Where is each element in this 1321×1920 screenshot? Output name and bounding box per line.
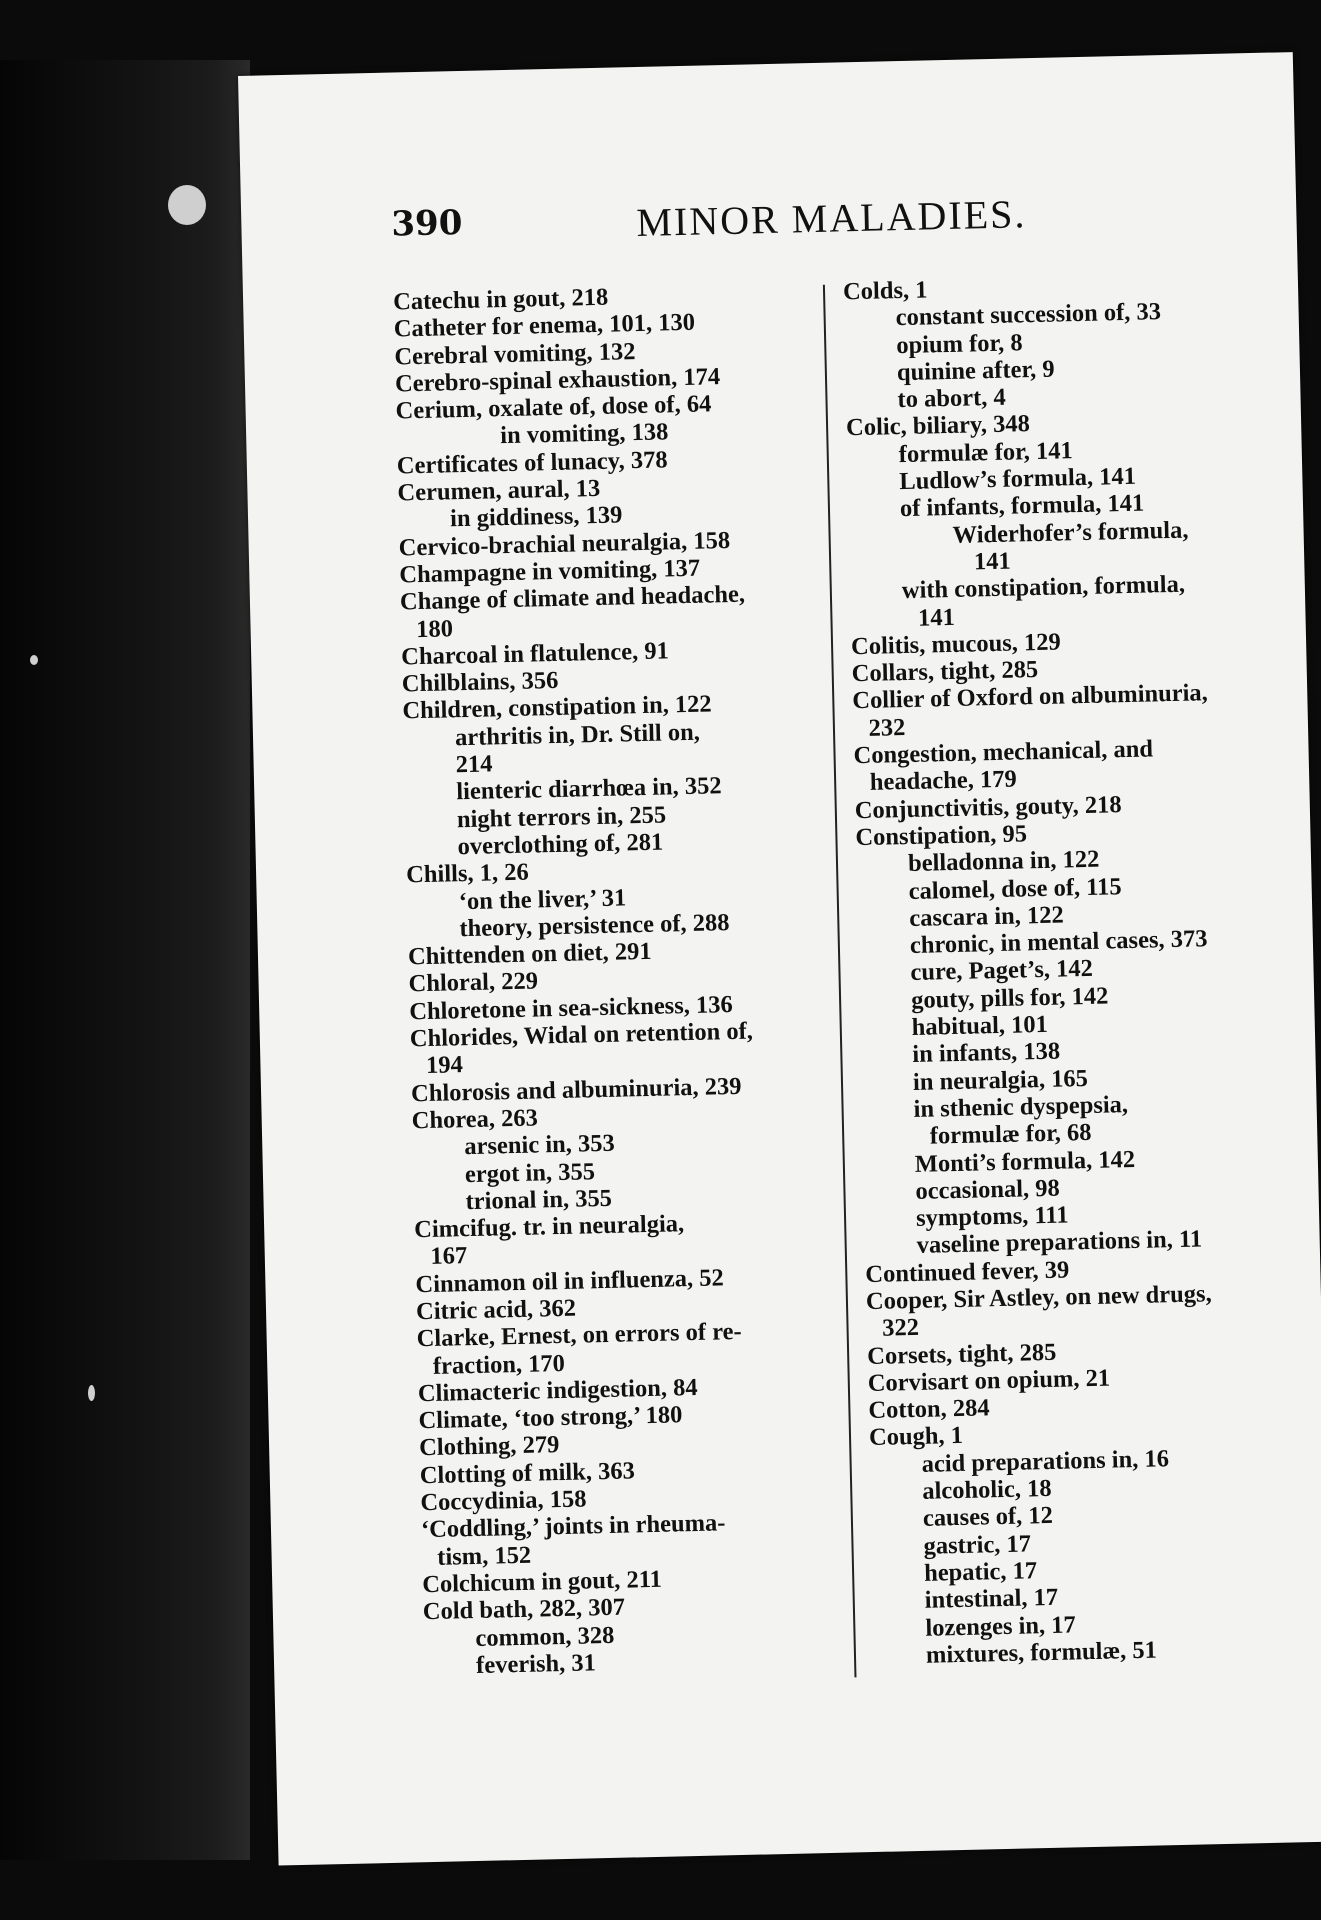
index-entry: Ludlow’s formula, 141	[899, 462, 1137, 496]
index-entry: formulæ for, 68	[929, 1119, 1092, 1150]
index-column-right	[843, 269, 1294, 1670]
index-entry: Climacteric indigestion, 84	[417, 1373, 698, 1408]
index-entry: intestinal, 17	[924, 1584, 1059, 1615]
index-entry: Cinnamon oil in influenza, 52	[415, 1263, 725, 1298]
scan-speck	[88, 1385, 95, 1401]
page-header	[391, 189, 1092, 255]
index-entry: Chlorosis and albuminuria, 239	[410, 1072, 742, 1107]
index-entry: Charcoal in flatulence, 91	[400, 637, 670, 671]
index-entry: Cotton, 284	[868, 1394, 990, 1425]
index-entry: Chloretone in sea-sickness, 136	[408, 990, 734, 1026]
index-entry: ‘on the liver,’ 31	[458, 883, 627, 915]
index-entry: 232	[868, 713, 906, 742]
index-entry: mixtures, formulæ, 51	[925, 1636, 1158, 1669]
index-entry: in neuralgia, 165	[912, 1064, 1089, 1096]
index-entry: Chilblains, 356	[401, 667, 559, 698]
index-entry: cascara in, 122	[908, 901, 1065, 932]
index-entry: Climate, ‘too strong,’ 180	[418, 1401, 683, 1435]
index-entry: Cough, 1	[868, 1422, 964, 1452]
index-entry: of infants, formula, 141	[899, 489, 1145, 523]
index-entry: lienteric diarrhœa in, 352	[455, 772, 722, 806]
index-entry: 194	[425, 1051, 464, 1080]
index-entry: Colchicum in gout, 211	[421, 1565, 663, 1599]
scan-speck	[168, 185, 206, 225]
index-entry: Chittenden on diet, 291	[407, 937, 652, 971]
index-entry: Cold bath, 282, 307	[422, 1593, 626, 1626]
index-entry: Colic, biliary, 348	[845, 410, 1031, 442]
index-entry: Widerhofer’s formula,	[952, 516, 1189, 549]
index-entry: Collars, tight, 285	[851, 656, 1039, 688]
index-entry: Corvisart on opium, 21	[867, 1364, 1111, 1397]
index-entry: Coccydinia, 158	[420, 1485, 587, 1517]
page-number: 390	[390, 202, 463, 245]
index-entry: Citric acid, 362	[415, 1294, 577, 1326]
running-head: MINOR MALADIES.	[635, 191, 1027, 245]
index-entry: cure, Paget’s, 142	[910, 955, 1094, 987]
index-entry: arthritis in, Dr. Still on,	[454, 718, 701, 751]
index-entry: Cimcifug. tr. in neuralgia,	[413, 1210, 685, 1244]
index-entry: Cerium, oxalate of, dose of, 64	[395, 390, 712, 425]
index-entry: overclothing of, 281	[457, 828, 664, 861]
index-entry: quinine after, 9	[896, 355, 1055, 387]
index-entry: Clotting of milk, 363	[419, 1457, 636, 1489]
index-entry: Constipation, 95	[855, 820, 1028, 852]
index-entry: Certificates of lunacy, 378	[396, 446, 668, 480]
index-entry: in sthenic dyspepsia,	[913, 1090, 1129, 1123]
index-entry: Conjunctivitis, gouty, 218	[854, 790, 1122, 824]
index-entry: night terrors in, 255	[456, 801, 667, 833]
index-entry: vaseline preparations in, 11	[916, 1225, 1203, 1260]
index-entry: Champagne in vomiting, 137	[399, 554, 701, 589]
index-entry: theory, persistence of, 288	[459, 908, 730, 943]
index-entry: tism, 152	[436, 1541, 532, 1571]
index-column-left	[393, 279, 844, 1680]
index-entry: formulæ for, 141	[898, 436, 1074, 468]
index-entry: habitual, 101	[911, 1010, 1049, 1041]
index-entry: 322	[881, 1314, 920, 1342]
index-entry: Catheter for enema, 101, 130	[393, 308, 696, 343]
index-entry: arsenic in, 353	[464, 1129, 616, 1161]
index-entry: calomel, dose of, 115	[908, 872, 1122, 905]
index-entry: constant succession of, 33	[895, 298, 1162, 332]
index-entry: causes of, 12	[922, 1502, 1054, 1533]
index-entry: acid preparations in, 16	[921, 1445, 1170, 1478]
index-entry: Colitis, mucous, 129	[850, 628, 1061, 661]
index-entry: ‘Coddling,’ joints in rheuma-	[420, 1509, 726, 1544]
index-entry: lozenges in, 17	[925, 1610, 1077, 1642]
index-entry: Cerumen, aural, 13	[397, 474, 601, 507]
index-entry: opium for, 8	[895, 328, 1023, 359]
index-entry: belladonna in, 122	[907, 845, 1100, 878]
index-entry: headache, 179	[869, 765, 1018, 797]
book-spine	[0, 60, 250, 1860]
index-entry: Collier of Oxford on albuminuria,	[852, 679, 1209, 715]
index-entry: in vomiting, 138	[499, 418, 669, 450]
index-entry: Congestion, mechanical, and	[853, 735, 1154, 770]
index-entry: 167	[430, 1242, 468, 1271]
index-entry: Chlorides, Widal on retention of,	[409, 1017, 754, 1053]
index-entry: Catechu in gout, 218	[392, 283, 609, 316]
index-entry: Cervico-brachial neuralgia, 158	[398, 526, 731, 562]
index-entry: chronic, in mental cases, 373	[909, 925, 1208, 960]
index-entry: Cerebral vomiting, 132	[394, 337, 636, 371]
index-entry: Children, constipation in, 122	[402, 690, 712, 725]
index-entry: Chloral, 229	[408, 967, 539, 998]
index-entry: Cerebro-spinal exhaustion, 174	[394, 363, 721, 398]
index-entry: Clothing, 279	[418, 1431, 560, 1462]
index-entry: trional in, 355	[465, 1184, 613, 1215]
index-entry: 141	[917, 603, 956, 632]
scan-speck	[30, 655, 38, 665]
index-entry: in giddiness, 139	[449, 501, 623, 533]
index-entry: feverish, 31	[475, 1649, 597, 1679]
index-entry: in infants, 138	[912, 1037, 1061, 1069]
index-entry: Clarke, Ernest, on errors of re-	[416, 1318, 742, 1353]
index-entry: Chorea, 263	[411, 1104, 539, 1135]
index-entry: Cooper, Sir Astley, on new drugs,	[865, 1280, 1212, 1316]
index-entry: fraction, 170	[432, 1349, 566, 1380]
index-entry: 180	[415, 614, 454, 643]
index-entry: to abort, 4	[897, 383, 1006, 414]
index-entry: occasional, 98	[915, 1174, 1061, 1205]
index-entry: gastric, 17	[923, 1530, 1032, 1560]
index-entry: symptoms, 111	[915, 1201, 1069, 1233]
index-entry: Chills, 1, 26	[405, 858, 529, 889]
index-entry: common, 328	[475, 1621, 615, 1652]
index-entry: ergot in, 355	[464, 1157, 596, 1188]
index-entry: hepatic, 17	[923, 1557, 1038, 1587]
index-entry: Colds, 1	[842, 276, 928, 306]
index-entry: 214	[455, 750, 493, 779]
index-entry: Change of climate and headache,	[399, 580, 746, 616]
index-entry: Monti’s formula, 142	[914, 1145, 1136, 1178]
index-entry: alcoholic, 18	[921, 1474, 1052, 1505]
book-page	[238, 52, 1321, 1865]
index-entry: with constipation, formula,	[901, 570, 1186, 605]
index-entry: Corsets, tight, 285	[866, 1338, 1057, 1370]
index-entry: Continued fever, 39	[865, 1256, 1070, 1288]
index-entry: 141	[973, 547, 1012, 576]
index-entry: gouty, pills for, 142	[910, 982, 1109, 1014]
